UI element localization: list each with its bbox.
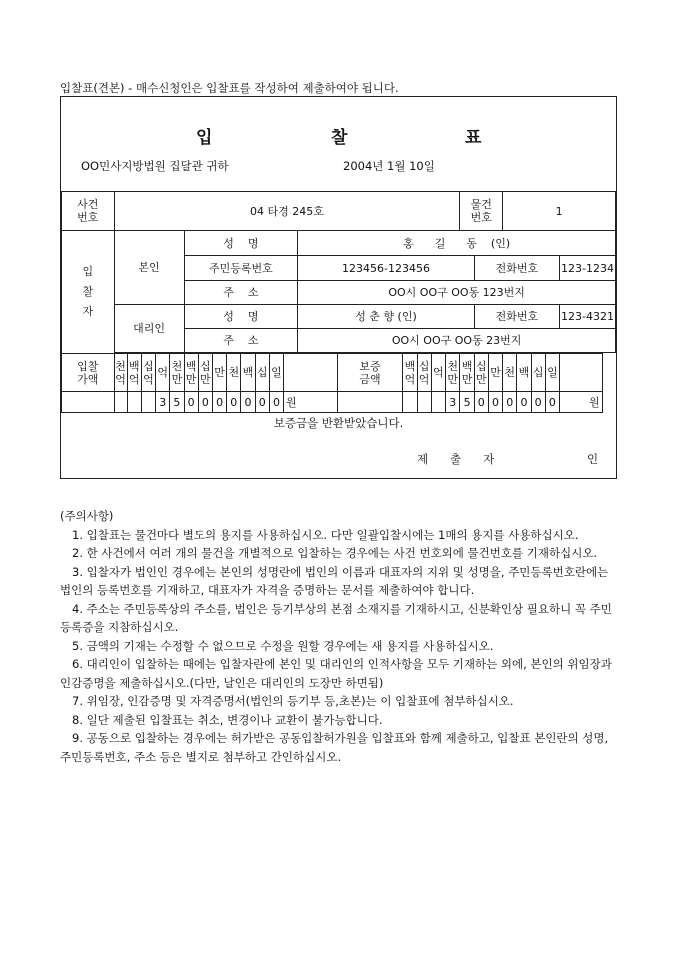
deposit-unit: 천 만 bbox=[445, 354, 460, 392]
form-date: 2004년 1월 10일 bbox=[343, 159, 435, 173]
bid-unit: 억 bbox=[156, 354, 170, 392]
seal-mark: 인 bbox=[587, 452, 599, 466]
title-char-1: 입 bbox=[196, 128, 213, 148]
deposit-unit: 십 억 bbox=[417, 354, 431, 392]
bid-unit: 십 억 bbox=[141, 354, 155, 392]
principal-phone-value: 123-1234 bbox=[560, 256, 616, 281]
bid-unit: 십 bbox=[255, 354, 269, 392]
deposit-unit: 백 bbox=[517, 354, 531, 392]
bid-unit: 일 bbox=[269, 354, 283, 392]
notes-section bbox=[60, 507, 620, 766]
bid-unit: 천 만 bbox=[170, 354, 184, 392]
principal-name-label: 성 명 bbox=[184, 231, 298, 256]
amount-digits-row bbox=[62, 392, 616, 413]
bid-won: 원 bbox=[284, 392, 338, 413]
case-number-value: 04 타경 245호 bbox=[114, 192, 460, 231]
agent-phone-value: 123-4321 bbox=[560, 305, 616, 329]
principal-name-value: 홍 길 동 (인) bbox=[298, 231, 616, 256]
title-char-2: 찰 bbox=[331, 128, 348, 148]
submitter-label: 제 출 자 bbox=[417, 452, 495, 466]
deposit-won-spacer bbox=[560, 354, 603, 392]
note-item: 2. 한 사건에서 여러 개의 물건을 개별적으로 입찰하는 경우에는 사건 번호외에 물건번호를 기재하십시오. bbox=[72, 546, 598, 560]
note-item: 4. 주소는 주민등록상의 주소를, 법인은 등기부상의 본점 소재지를 기재하시고, 신분확인상 필요하니 꼭 주민등록증을 지참하십시오. bbox=[60, 601, 612, 634]
bid-digit: 5 bbox=[170, 392, 184, 413]
deposit-unit: 백 억 bbox=[403, 354, 417, 392]
deposit-unit: 천 bbox=[503, 354, 517, 392]
bid-digit bbox=[141, 392, 155, 413]
bid-digit: 0 bbox=[184, 392, 198, 413]
bid-digit: 0 bbox=[269, 392, 283, 413]
deposit-digit: 0 bbox=[545, 392, 559, 413]
agent-name-label: 성 명 bbox=[184, 305, 298, 329]
deposit-digit bbox=[431, 392, 445, 413]
deposit-digit-blank bbox=[337, 392, 403, 413]
bid-unit: 백 bbox=[241, 354, 255, 392]
deposit-digit: 5 bbox=[460, 392, 474, 413]
case-number-label: 사건 번호 bbox=[62, 192, 115, 231]
item-number-label: 물건 번호 bbox=[460, 192, 503, 231]
note-item: 8. 일단 제출된 입찰표는 취소, 변경이나 교환이 불가능합니다. bbox=[72, 712, 383, 727]
bid-digit bbox=[114, 392, 127, 413]
agent-phone-label: 전화번호 bbox=[474, 305, 559, 329]
principal-rrn-value: 123456-123456 bbox=[298, 256, 474, 281]
bid-unit: 십 만 bbox=[198, 354, 212, 392]
bid-amount-label: 입찰 가액 bbox=[62, 354, 115, 392]
deposit-digit: 0 bbox=[503, 392, 517, 413]
note-item: 5. 금액의 기재는 수정할 수 없으므로 수정을 원할 경우에는 새 용지를 사용하십시오. bbox=[72, 638, 494, 653]
agent-name-value: 성 춘 향 (인) bbox=[298, 305, 474, 329]
note-item: 6. 대리인이 입찰하는 때에는 입찰자란에 본인 및 대리인의 인적사항을 모두 기재하는 외에, 본인의 위임장과 인감증명을 제출하십시오.(다만, 날인은 대리인의 도장만 하면됨) bbox=[60, 657, 612, 690]
intro-text: 입찰표(견본) - 매수신청인은 입찰표를 작성하여 제출하여야 됩니다. bbox=[60, 81, 399, 95]
deposit-unit: 일 bbox=[545, 354, 559, 392]
bid-digit: 0 bbox=[255, 392, 269, 413]
deposit-digit: 0 bbox=[474, 392, 488, 413]
bid-digit: 0 bbox=[241, 392, 255, 413]
title-char-3: 표 bbox=[465, 128, 482, 148]
deposit-digit: 0 bbox=[517, 392, 531, 413]
deposit-digit: 0 bbox=[488, 392, 502, 413]
note-item: 7. 위임장, 인감증명 및 자격증명서(법인의 등기부 등,초본)는 이 입찰표에 첨부하십시오. bbox=[72, 694, 514, 708]
bid-digit: 0 bbox=[212, 392, 226, 413]
agent-label: 대리인 bbox=[114, 305, 184, 353]
amount-units-row bbox=[62, 354, 616, 392]
deposit-digit bbox=[417, 392, 431, 413]
bid-table bbox=[61, 191, 616, 413]
deposit-amount-label: 보증 금액 bbox=[337, 354, 403, 392]
bid-unit: 천 bbox=[227, 354, 241, 392]
principal-address-label: 주 소 bbox=[184, 281, 298, 305]
deposit-digit: 0 bbox=[531, 392, 545, 413]
principal-label: 본인 bbox=[114, 231, 184, 305]
bid-form bbox=[60, 96, 617, 479]
bidder-label: 입 찰 자 bbox=[62, 231, 115, 354]
item-number-value: 1 bbox=[503, 192, 616, 231]
deposit-unit: 십 만 bbox=[474, 354, 488, 392]
note-item: 1. 입찰표는 물건마다 별도의 용지를 사용하십시오. 다만 일괄입찰시에는 1매의 용지를 사용하십시오. bbox=[72, 527, 579, 542]
bid-unit: 백 억 bbox=[127, 354, 141, 392]
deposit-returned-note: 보증금을 반환받았습니다. bbox=[273, 416, 404, 430]
bid-unit: 만 bbox=[212, 354, 226, 392]
principal-address-value: OO시 OO구 OO동 123번지 bbox=[298, 281, 616, 305]
bid-digit: 3 bbox=[156, 392, 170, 413]
deposit-digit: 3 bbox=[445, 392, 460, 413]
deposit-unit: 억 bbox=[431, 354, 445, 392]
bid-unit: 백 만 bbox=[184, 354, 198, 392]
bid-won-spacer bbox=[284, 354, 338, 392]
notes-title: (주의사항) bbox=[60, 509, 114, 523]
deposit-digit bbox=[403, 392, 417, 413]
deposit-unit: 만 bbox=[488, 354, 502, 392]
court-addressee: OO민사지방법원 집달관 귀하 bbox=[81, 159, 229, 173]
bid-digit bbox=[127, 392, 141, 413]
bid-digit: 0 bbox=[198, 392, 212, 413]
form-title bbox=[61, 123, 616, 147]
deposit-unit: 십 bbox=[531, 354, 545, 392]
agent-address-value: OO시 OO구 OO동 23번지 bbox=[298, 329, 616, 353]
bid-unit: 천 억 bbox=[114, 354, 127, 392]
bid-digit: 0 bbox=[227, 392, 241, 413]
principal-rrn-label: 주민등록번호 bbox=[184, 256, 298, 281]
note-item: 3. 입찰자가 법인인 경우에는 본인의 성명란에 법인의 이름과 대표자의 지위 및 성명을, 주민등록번호란에는 법인의 등록번호를 기재하고, 대표자가 자격을 증명하는 문서를 제출하여야 합니다. bbox=[60, 564, 609, 597]
bid-digit-blank bbox=[62, 392, 115, 413]
deposit-unit: 백 만 bbox=[460, 354, 474, 392]
note-item: 9. 공동으로 입찰하는 경우에는 허가받은 공동입찰허가원을 입찰표와 함께 제출하고, 입찰표 본인란의 성명, 주민등록번호, 주소 등은 별지로 첨부하고 간인하십시오. bbox=[60, 731, 609, 764]
deposit-won: 원 bbox=[560, 392, 603, 413]
principal-phone-label: 전화번호 bbox=[474, 256, 559, 281]
agent-address-label: 주 소 bbox=[184, 329, 298, 353]
